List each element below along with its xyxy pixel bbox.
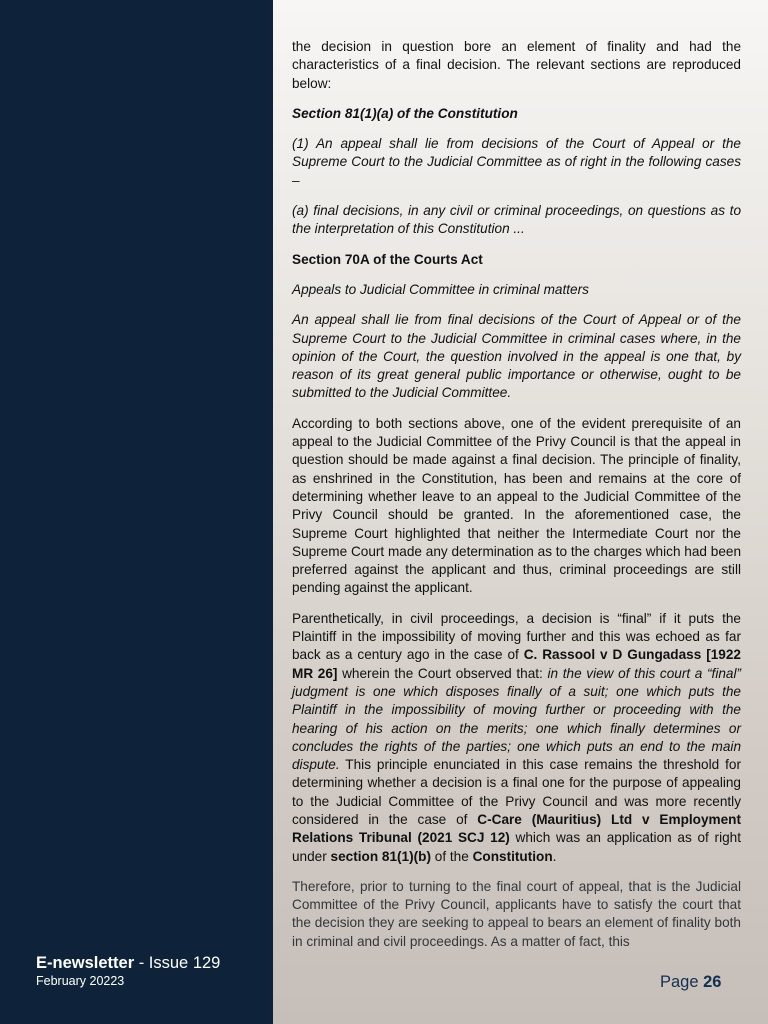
paragraph-civil-proceedings xyxy=(292,610,741,866)
page-number-value: 26 xyxy=(703,973,722,991)
text-run: wherein the Court observed that: xyxy=(337,665,548,681)
section-reference: section 81(1)(b) xyxy=(330,848,432,864)
newsletter-footer xyxy=(36,953,220,989)
text-run: Parenthetically, in civil proceedings, a decision is “final” if it puts the Plaintiff in the impossibility of moving further and this was echoed as far back as a century ago in the case of xyxy=(292,610,741,663)
case-citation-rassool: C. Rassool v D Gungadass [1922 MR 26] xyxy=(292,647,741,681)
section-heading-courts-act: Section 70A of the Courts Act xyxy=(292,251,483,267)
quote-final-decisions: (a) final decisions, in any civil or criminal proceedings, on questions as to the interpretation of this Constitution ... xyxy=(292,203,741,237)
constitution-reference: Constitution xyxy=(472,848,553,864)
article-body xyxy=(292,38,741,963)
text-run: which was an application as of right under xyxy=(292,830,741,864)
sidebar-panel xyxy=(0,0,273,1024)
quote-appeal-right: (1) An appeal shall lie from decisions of the Court of Appeal or the Supreme Court to the Judicial Committee as of right in the following cases – xyxy=(292,136,741,188)
newsletter-brand: E-newsletter xyxy=(36,954,135,972)
issue-separator: - xyxy=(134,954,149,972)
issue-number: Issue 129 xyxy=(148,954,221,972)
subheading-criminal-matters: Appeals to Judicial Committee in criminal matters xyxy=(292,281,589,297)
paragraph-prerequisite: According to both sections above, one of the evident prerequisite of an appeal to the Judicial Committee of the Privy Council is that the appeal in question should be made against a final decision. The principle of finality, as enshrined in the Constitution, has been and remains at the core of determining whether leave to an appeal to the Judicial Committee of the Privy Council should be granted. In the aforementioned case, the Supreme Court highlighted that neither the Intermediate Court nor the Supreme Court made any determination as to the charges which had been preferred against the applicant and thus, criminal proceedings are still pending against the applicant. xyxy=(292,415,741,596)
page-label: Page xyxy=(660,973,704,991)
text-run: . xyxy=(552,848,557,864)
content-panel xyxy=(273,0,768,1024)
text-run: of the xyxy=(431,848,473,864)
page-number xyxy=(660,973,721,992)
paragraph-intro: the decision in question bore an element of finality and had the characteristics of a final decision. The relevant sections are reproduced below: xyxy=(292,39,741,91)
text-run: This principle enunciated in this case remains the threshold for determining whether a decision is a final one for the purpose of appealing to the Judicial Committee of the Privy Council and was more recently considered in the case of xyxy=(292,757,741,827)
issue-line xyxy=(36,953,220,973)
issue-date: February 20223 xyxy=(36,974,125,988)
quote-criminal-appeal: An appeal shall lie from final decisions of the Court of Appeal or of the Supreme Court to the Judicial Committee in criminal cases where, in the opinion of the Court, the question involved in the appeal is one that, by reason of its great general public importance or otherwise, ought to be submitted to the Judicial Committee. xyxy=(292,312,741,401)
quote-final-judgment: in the view of this court a “final” judgment is one which disposes finally of a suit; one which puts the Plaintiff in the impossibility of moving further or proceeding with the hearing of his action on the merits; one which finally determines or concludes the rights of the parties; one which puts an end to the main dispute. xyxy=(292,665,742,773)
section-heading-constitution: Section 81(1)(a) of the Constitution xyxy=(292,105,518,121)
case-citation-ccare: C-Care (Mauritius) Ltd v Employment Relations Tribunal (2021 SCJ 12) xyxy=(292,811,741,846)
paragraph-conclusion: Therefore, prior to turning to the final court of appeal, that is the Judicial Committee of the Privy Council, applicants have to satisfy the court that the decision they are seeking to appeal to bears an element of finality both in criminal and civil proceedings. As a matter of fact, this xyxy=(292,878,741,949)
